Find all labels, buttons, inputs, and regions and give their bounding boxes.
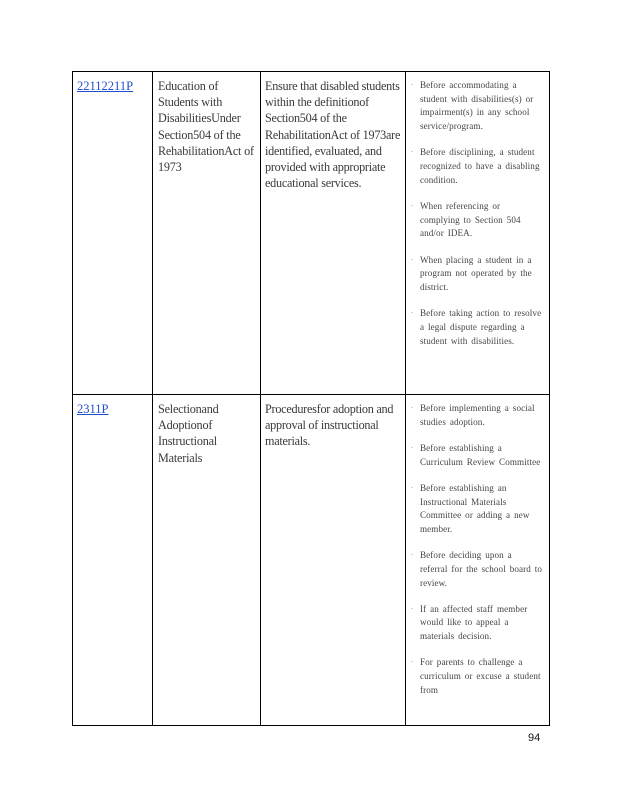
- bullet-icon: ·: [411, 404, 414, 412]
- policy-title: Education of Students with DisabilitiesUnder Section504 of the RehabilitationAct of 1973: [158, 79, 254, 175]
- bullet-icon: ·: [411, 551, 414, 560]
- policy-code-link[interactable]: 2211: [77, 79, 102, 93]
- policy-title-cell: [153, 72, 261, 395]
- policy-purpose-cell: [261, 72, 406, 395]
- policy-title: Selectionand Adoptionof Instructional Materials: [158, 402, 219, 465]
- list-item: · Before taking action to resolve a legal dispute regarding a student with disabilities.: [411, 308, 542, 346]
- list-item: · Before establishing an Instructional Materials Committee or adding a new member.: [411, 482, 530, 534]
- bullet-icon: ·: [411, 148, 414, 157]
- bullet-icon: ·: [411, 255, 414, 264]
- policy-code-cell: [73, 72, 153, 395]
- bullet-icon: ·: [411, 658, 414, 667]
- policy-table: [72, 71, 550, 726]
- page-number: 94: [528, 732, 541, 744]
- bullet-icon: ·: [411, 309, 414, 318]
- policy-when-cell: [406, 72, 550, 395]
- bullet-icon: ·: [411, 443, 414, 452]
- table-row: [73, 72, 550, 395]
- list-item: · Before disciplining, a student recognized to have a disabling condition.: [411, 147, 540, 185]
- list-item: · When placing a student in a program not operated by the district.: [411, 254, 532, 292]
- policy-purpose: Ensure that disabled students within the definitionof Section504 of the RehabilitationAct of 1973are identified, evaluated, and provided with appropriate educational services.: [265, 79, 401, 191]
- policy-title-cell: [153, 395, 261, 726]
- bullet-icon: ·: [411, 201, 414, 210]
- table-row: [73, 395, 550, 726]
- when-to-use-list: [406, 72, 549, 352]
- list-item: · Before deciding upon a referral for the school board to review.: [411, 550, 543, 588]
- list-item: · Before establishing a Curriculum Review Committee: [411, 442, 541, 467]
- policy-when-cell: [406, 395, 550, 726]
- list-item: · When referencing or complying to Section 504 and/or IDEA.: [411, 200, 521, 239]
- policy-code-cell: [73, 395, 153, 726]
- policy-code-link[interactable]: 2211P: [101, 79, 134, 93]
- policy-code-link[interactable]: 2311P: [77, 402, 109, 416]
- policy-purpose: Proceduresfor adoption and approval of instructional materials.: [265, 402, 394, 449]
- when-to-use-list: [406, 395, 549, 701]
- list-item: · Before implementing a social studies adoption.: [411, 403, 535, 427]
- list-item: · Before accommodating a student with disabilities(s) or impairment(s) in any school service/program.: [411, 80, 534, 132]
- bullet-icon: ·: [411, 81, 414, 89]
- bullet-icon: ·: [411, 483, 414, 492]
- list-item: · For parents to challenge a curriculum or excuse a student from: [411, 657, 541, 695]
- policy-purpose-cell: [261, 395, 406, 726]
- list-item: · If an affected staff member would like to appeal a materials decision.: [411, 603, 528, 642]
- bullet-icon: ·: [411, 604, 414, 613]
